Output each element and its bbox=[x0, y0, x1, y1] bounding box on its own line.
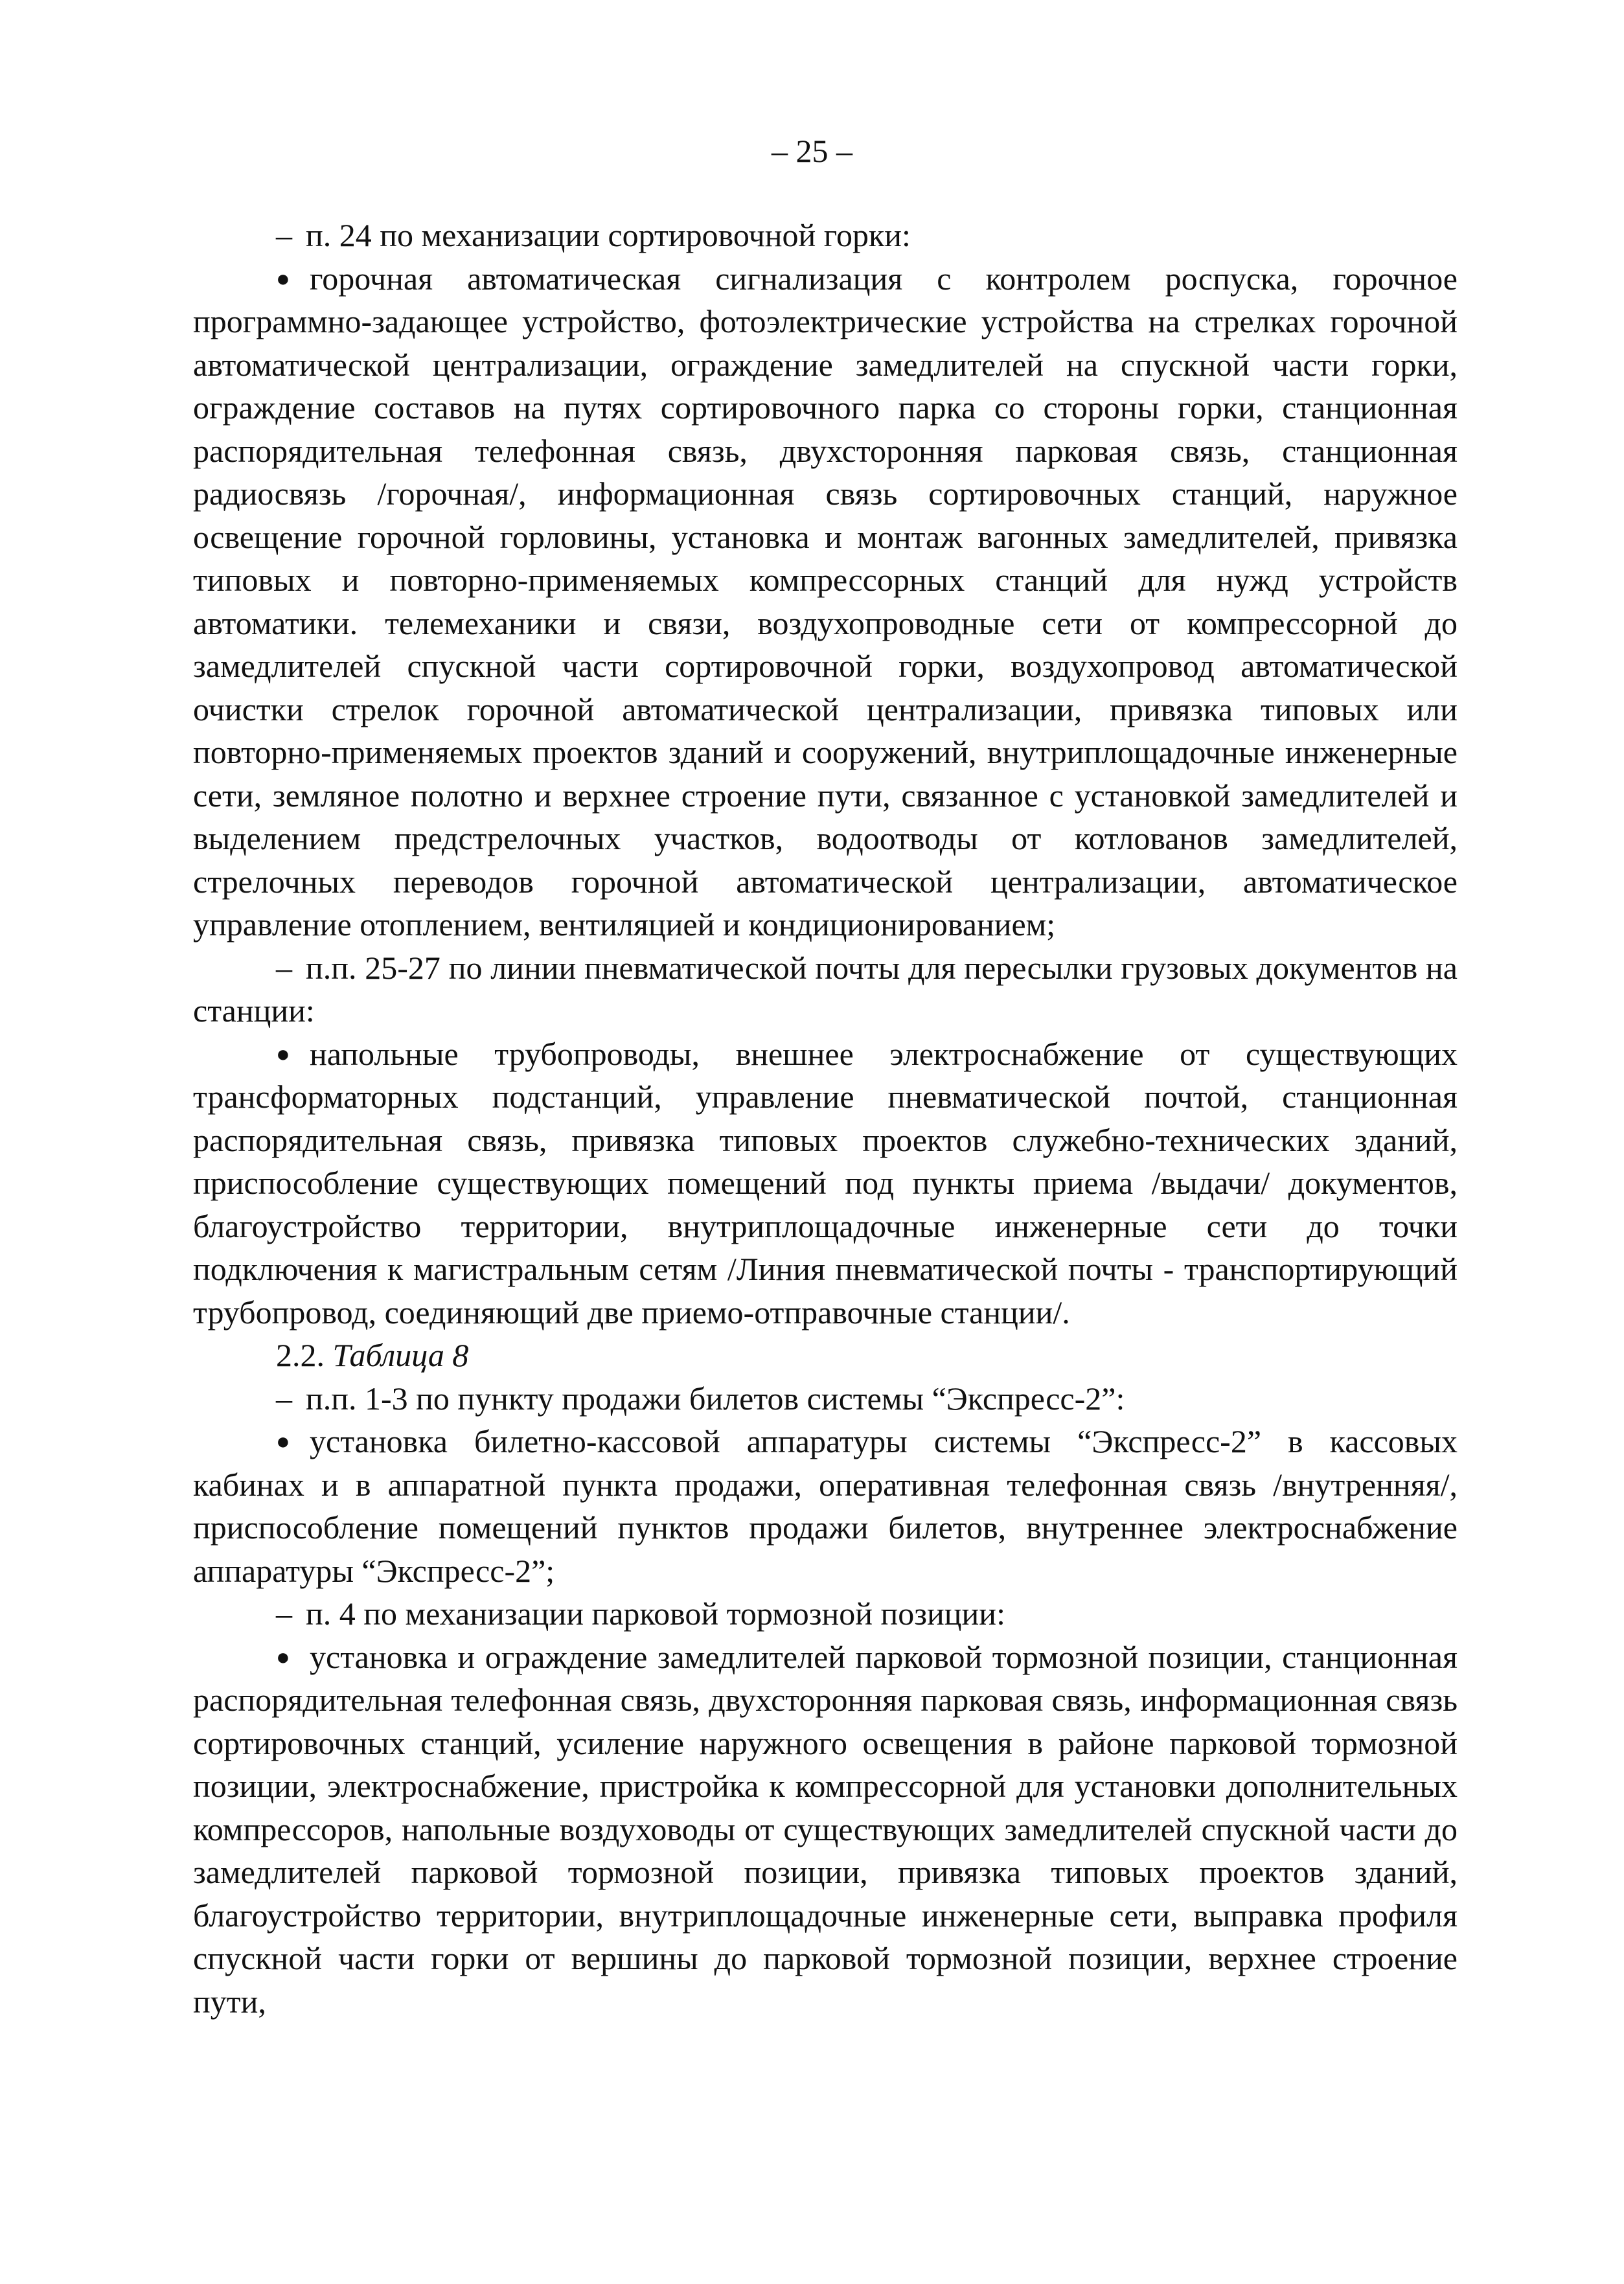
paragraph-text: напольные трубопроводы, внешнее электроснабжение от существующих трансформаторных подстанций, управление пневматической почтой, станционная распорядительная связь, привязка типовых проектов служебно-технических зданий, приспособление существующих помещений под пункты приема /выдачи/ документов, благоустройство территории, внутриплощадочные инженерные сети до точки подключения к магистральным сетям /Линия пневматической почты - транспортирующий трубопровод, соединяющий две приемо-отправочные станции/. bbox=[193, 1035, 1458, 1330]
list-item-dash bbox=[193, 946, 1458, 1033]
list-item-bullet bbox=[193, 1033, 1458, 1334]
paragraph-text: горочная автоматическая сигнализация с контролем роспуска, горочное программно-задающее устройство, фотоэлектрические устройства на стрелках горочной автоматической централизации, ограждение замедлителей на спускной части горки, ограждение составов на путях сортировочного парка со стороны горки, станционная распорядительная телефонная связь, двухсторонняя парковая связь, станционная радиосвязь /горочная/, информационная связь сортировочных станций, наружное освещение горочной горловины, установка и монтаж вагонных замедлителей, привязка типовых и повторно-применяемых компрессорных станций для нужд устройств автоматики. телемеханики и связи, воздухопроводные сети от компрессорной до замедлителей спускной части сортировочной горки, воздухопровод автоматической очистки стрелок горочной автоматической централизации, привязка типовых или повторно-применяемых проектов зданий и сооружений, внутриплощадочные инженерные сети, земляное полотно и верхнее строение пути, связанное с установкой замедлителей и выделением предстрелочных участков, водоотводы от котлованов замедлителей, стрелочных переводов горочной автоматической централизации, автоматическое управление отоплением, вентиляцией и кондиционированием; bbox=[193, 260, 1458, 942]
dash-marker: – bbox=[276, 1595, 292, 1632]
page-number: – 25 – bbox=[772, 133, 852, 169]
list-item-dash bbox=[193, 1377, 1458, 1421]
dash-marker: – bbox=[276, 217, 292, 253]
bullet-icon: ● bbox=[276, 1040, 290, 1067]
section-number: 2.2. bbox=[276, 1337, 325, 1373]
list-item-bullet bbox=[193, 1420, 1458, 1592]
paragraph-text: установка и ограждение замедлителей парковой тормозной позиции, станционная распорядительная телефонная связь, двухсторонняя парковая связь, информационная связь сортировочных станций, усиление наружного освещения в районе парковой тормозной позиции, электроснабжение, пристройка к компрессорной для установки дополнительных компрессоров, напольные воздуховоды от существующих замедлителей спускной части до замедлителей парковой тормозной позиции, привязка типовых проектов зданий, благоустройство территории, внутриплощадочные инженерные сети, выправка профиля спускной части горки от вершины до парковой тормозной позиции, верхнее строение пути, bbox=[193, 1638, 1458, 2020]
list-item-dash bbox=[193, 1592, 1458, 1636]
list-item-bullet bbox=[193, 1636, 1458, 2024]
bullet-icon: ● bbox=[276, 1643, 290, 1670]
dash-marker: – bbox=[276, 1380, 292, 1417]
bullet-icon: ● bbox=[276, 1428, 290, 1454]
paragraph-text: установка билетно-кассовой аппаратуры системы “Экспресс-2” в кассовых кабинах и в аппаратной пункта продажи, оперативная телефонная связь /внутренняя/, приспособление помещений пунктов продажи билетов, внутреннее электроснабжение аппаратуры “Экспресс-2”; bbox=[193, 1423, 1458, 1589]
section-heading bbox=[193, 1334, 1458, 1377]
list-item-dash bbox=[193, 214, 1458, 257]
paragraph-text: п.п. 1-3 по пункту продажи билетов системы “Экспресс-2”: bbox=[306, 1380, 1125, 1417]
document-body bbox=[193, 214, 1458, 2023]
paragraph-text: п. 4 по механизации парковой тормозной позиции: bbox=[306, 1595, 1005, 1632]
paragraph-text: п. 24 по механизации сортировочной горки: bbox=[306, 217, 911, 253]
list-item-bullet bbox=[193, 257, 1458, 946]
paragraph-text: п.п. 25-27 по линии пневматической почты для пересылки грузовых документов на станции: bbox=[193, 949, 1458, 1029]
section-title: Таблица 8 bbox=[332, 1337, 469, 1373]
bullet-icon: ● bbox=[276, 265, 290, 291]
dash-marker: – bbox=[276, 949, 292, 986]
